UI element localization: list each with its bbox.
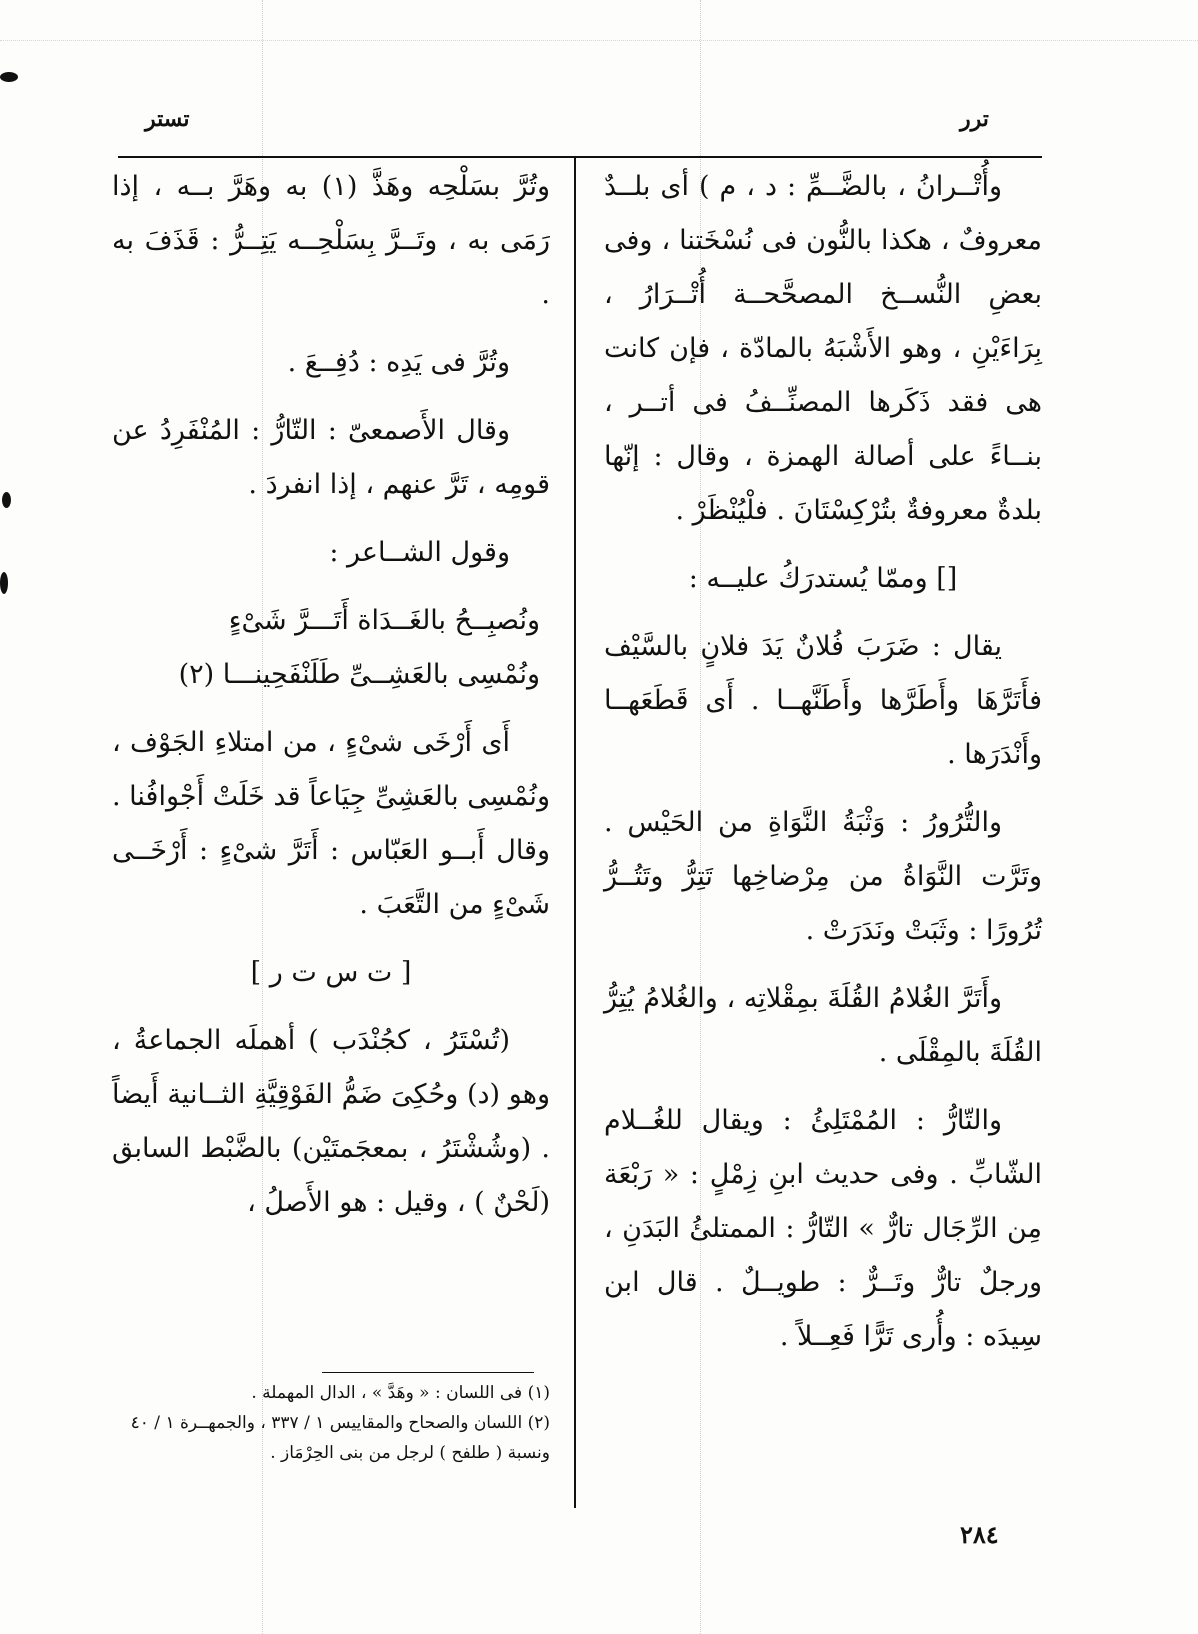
right-column xyxy=(604,160,1042,1378)
paragraph: أَى أَرْخَى شىْءٍ ، من امتلاءِ الجَوْف ، ونُمْسِى بالعَشِىِّ جِيَاعاً قد خَلَتْ أَجْوافُنا . وقال أَبــو العَبّاس : أَتَرَّ شىْءٍ : أَرْخَــى شَىْءٍ من التَّعَبَ . xyxy=(112,727,550,920)
footnotes xyxy=(112,1378,550,1468)
running-header-right: ترر xyxy=(960,106,989,132)
verse-line: ونُصبِــحُ بالغَــدَاة أَتَـــرَّ شَىْءٍ xyxy=(228,605,540,636)
paragraph: والتُّرُورُ : وَثْبَةُ النَّوَاةِ من الحَيْس . وتَرَّت النَّوَاةُ من مِرْضاخِها تَتِرُّ وتَتُــرُّ تُرُورًا : وثَبَتْ ونَدَرَتْ . xyxy=(604,807,1042,946)
paragraph: وأَتَرَّ الغُلامُ القُلَةَ بمِقْلاتِه ، والغُلامُ يُتِرُّ القُلَةَ بالمِقْلَى . xyxy=(604,983,1042,1068)
verse-line: ونُمْسِى بالعَشِــىِّ طَلَنْفَحِينـــا (٢) xyxy=(178,659,540,690)
section-note: [] وممّا يُستدرَكُ عليــه : xyxy=(688,563,958,594)
scan-speck xyxy=(0,72,18,82)
footnote-rule xyxy=(322,1372,534,1373)
entry-heading: [ ت س ت ر ] xyxy=(250,957,412,988)
scan-guide-line xyxy=(0,40,1198,41)
left-column xyxy=(112,160,550,1244)
scan-speck xyxy=(0,572,8,594)
paragraph: يقال : ضَرَبَ فُلانٌ يَدَ فلانٍ بالسَّيْف فأَتَرَّهَا وأَطَرَّها وأَطَنَّهــا . أَى قَطَعَهــا وأَنْدَرَها . xyxy=(604,631,1042,770)
running-header-left: تستر xyxy=(145,106,190,132)
paragraph: وتُرَّ بسَلْحِه وهَذَّ (١) به وهَرَّ بــه ، إذا رَمَى به ، وتَــرَّ بِسَلْحِــه يَتِــرُّ : قَذَفَ به . xyxy=(112,171,550,310)
paragraph: وقول الشــاعر : xyxy=(329,537,510,568)
footnote: (٢) اللسان والصحاح والمقاييس ١ / ٣٣٧ ، والجمهــرة ١ / ٤٠ ونسبة ( طلفح ) لرجل من بنى الحِرْمَاز . xyxy=(130,1413,550,1463)
paragraph: (تُسْتَرُ ، كجُنْدَب ) أهملَه الجماعةُ ، وهو (د) وحُكِىَ ضَمُّ الفَوْقِيَّةِ الثــانية أَيضاً . (وشُشْتَرُ ، بمعجَمتَيْن) بالضَّبْط السابق (لَحْنٌ ) ، وقيل : هو الأَصلُ ، xyxy=(112,1025,550,1218)
paragraph: وقال الأَصمعىّ : التّارُّ : المُنْفَرِدُ عن قومِه ، تَرَّ عنهم ، إذا انفردَ . xyxy=(112,415,550,500)
paragraph: وتُرَّ فى يَدِه : دُفِــعَ . xyxy=(287,347,510,378)
scan-speck xyxy=(2,492,11,508)
paragraph: وأُتْــرانُ ، بالضَّــمِّ : د ، م ) أى بلــدٌ معروفٌ ، هكذا بالنُّون فى نُسْخَتنا ، وفى بعضِ النُّســخ المصحَّحــة أُتْــرَارُ ، بِرَاءَيْنِ ، وهو الأَشْبَهُ بالمادّة ، فإن كانت هى فقد ذَكَرها المصنِّــفُ فى أتــر ، بنــاءً على أصالة الهمزة ، وقال : إنّها بلدةٌ معروفةٌ بتُرْكِسْتَانَ . فلْيُنْظَرْ . xyxy=(604,171,1042,526)
page-number: ٢٨٤ xyxy=(960,1520,999,1549)
header-rule xyxy=(118,156,1042,158)
paragraph: والتّارُّ : المُمْتَلِئُ : ويقال للغُــلام الشّابِّ . وفى حديث ابنِ زِمْلٍ : « رَبْعَة مِن الرِّجَال تارٌّ » التّارُّ : الممتلئُ البَدَنِ ، ورجلٌ تارٌّ وتَــرٌّ : طويــلٌ . قال ابن سِيدَه : وأُرى تَرًّا فَعِــلاً . xyxy=(604,1105,1042,1352)
footnote: (١) فى اللسان : « وهَدَّ » ، الدال المهملة . xyxy=(251,1383,550,1403)
column-divider xyxy=(574,158,576,1508)
